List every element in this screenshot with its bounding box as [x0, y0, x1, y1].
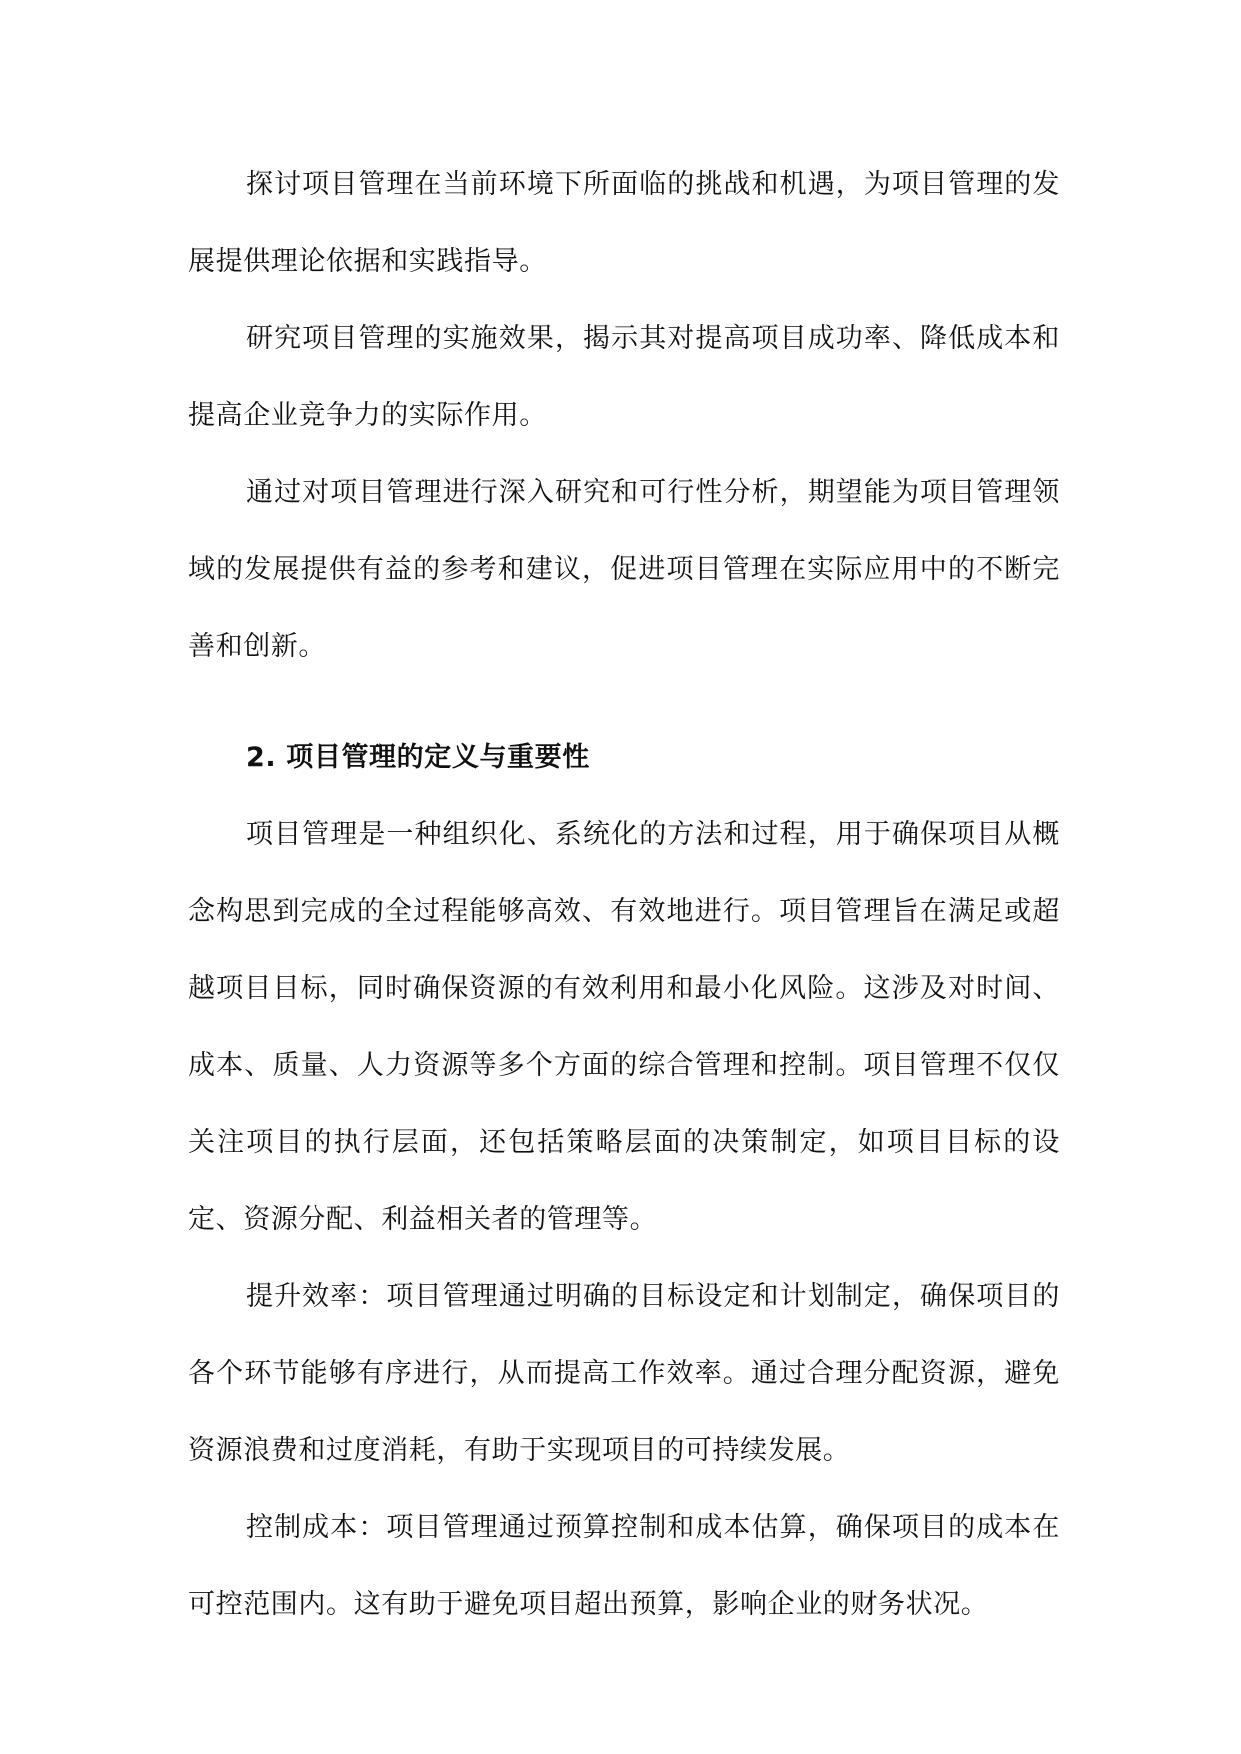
section-heading: 2. 项目管理的定义与重要性 [246, 742, 590, 773]
paragraph-challenges: 探讨项目管理在当前环境下所面临的挑战和机遇，为项目管理的发展提供理论依据和实践指导。 [188, 169, 1060, 277]
paragraph-definition: 项目管理是一种组织化、系统化的方法和过程，用于确保项目从概念构思到完成的全过程能够高效、有效地进行。项目管理旨在满足或超越项目目标，同时确保资源的有效利用和最小化风险。这涉及对时间、成本、质量、人力资源等多个方面的综合管理和控制。项目管理不仅仅关注项目的执行层面，还包括策略层面的决策制定，如项目目标的设定、资源分配、利益相关者的管理等。 [188, 819, 1060, 1235]
document-body [188, 146, 1060, 1643]
paragraph-efficiency: 提升效率：项目管理通过明确的目标设定和计划制定，确保项目的各个环节能够有序进行，从而提高工作效率。通过合理分配资源，避免资源浪费和过度消耗，有助于实现项目的可持续发展。 [188, 1281, 1060, 1466]
paragraph-cost-control: 控制成本：项目管理通过预算控制和成本估算，确保项目的成本在可控范围内。这有助于避免项目超出预算，影响企业的财务状况。 [188, 1512, 1060, 1620]
paragraph-expectations: 通过对项目管理进行深入研究和可行性分析，期望能为项目管理领域的发展提供有益的参考和建议，促进项目管理在实际应用中的不断完善和创新。 [188, 477, 1060, 662]
paragraph-effects: 研究项目管理的实施效果，揭示其对提高项目成功率、降低成本和提高企业竞争力的实际作用。 [188, 323, 1060, 431]
